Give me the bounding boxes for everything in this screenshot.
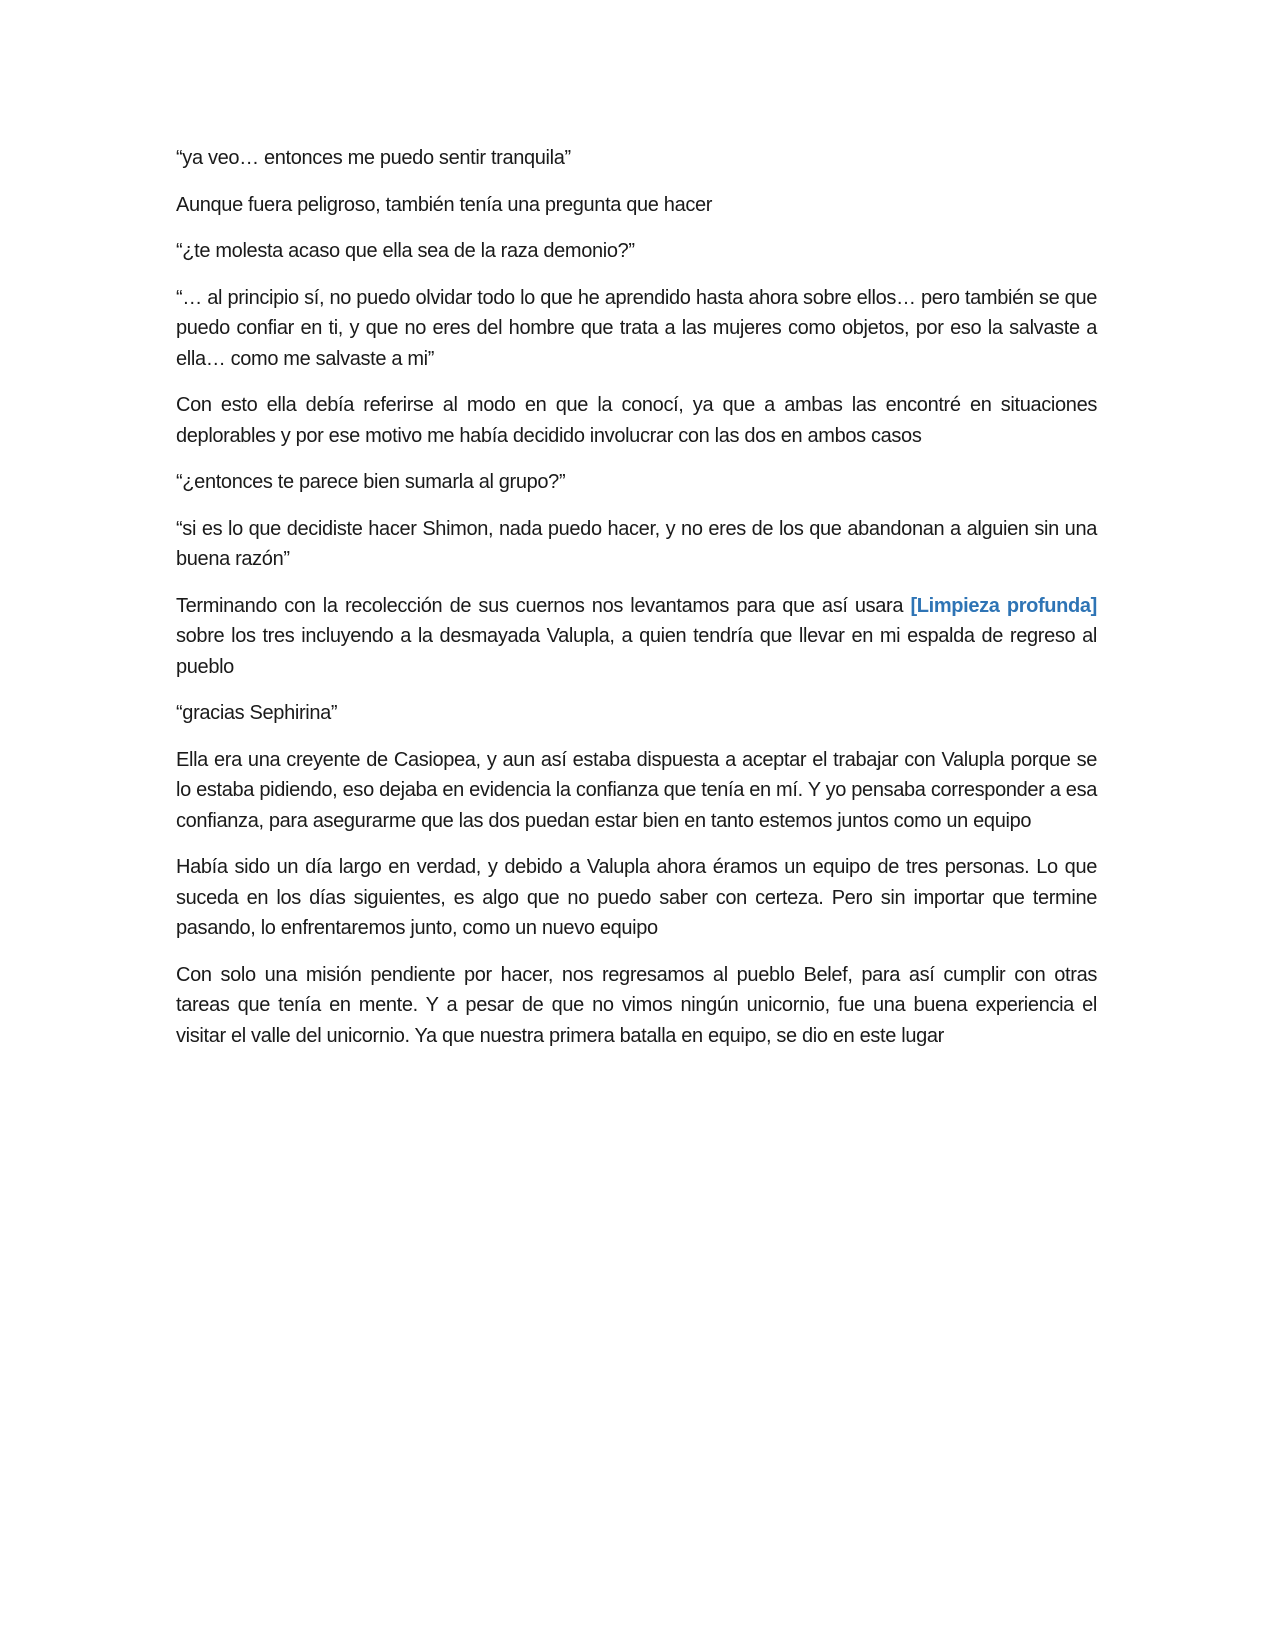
paragraph-narration-3: Ella era una creyente de Casiopea, y aun así estaba dispuesta a aceptar el trabajar con Valupla porque se lo estaba pidiendo, eso dejaba en evidencia la confianza que tenía en mí. Y yo pensaba corresponder a esa confianza, para asegurarme que las dos puedan estar bien en tanto estemos juntos como un equipo	[176, 748, 1097, 832]
skill-name-highlight: [Limpieza profunda]	[910, 594, 1097, 617]
paragraph-dialogue-2: “¿te molesta acaso que ella sea de la raza demonio?”	[176, 240, 635, 262]
text-before-skill: Terminando con la recolección de sus cuernos nos levantamos para que así usara	[176, 594, 911, 617]
text-after-skill: sobre los tres incluyendo a la desmayada Valupla, a quien tendría que llevar en mi espalda de regreso al pueblo	[176, 625, 1097, 678]
paragraph-narration-skill	[176, 591, 1097, 683]
paragraph-narration-5: Con solo una misión pendiente por hacer, nos regresamos al pueblo Belef, para así cumplir con otras tareas que tenía en mente. Y a pesar de que no vimos ningún unicornio, fue una buena experiencia el visitar el valle del unicornio. Ya que nuestra primera batalla en equipo, se dio en este lugar	[176, 963, 1097, 1047]
document-page	[176, 143, 1097, 1067]
paragraph-dialogue-4: “¿entonces te parece bien sumarla al grupo?”	[176, 471, 566, 493]
paragraph-dialogue-1: “ya veo… entonces me puedo sentir tranquila”	[176, 147, 571, 169]
paragraph-dialogue-6: “gracias Sephirina”	[176, 702, 338, 724]
paragraph-dialogue-5: “si es lo que decidiste hacer Shimon, nada puedo hacer, y no eres de los que abandonan a alguien sin una buena razón”	[176, 517, 1097, 570]
paragraph-narration-2: Con esto ella debía referirse al modo en que la conocí, ya que a ambas las encontré en situaciones deplorables y por ese motivo me había decidido involucrar con las dos en ambos casos	[176, 394, 1097, 447]
paragraph-narration-1: Aunque fuera peligroso, también tenía una pregunta que hacer	[176, 193, 713, 216]
paragraph-dialogue-3: “… al principio sí, no puedo olvidar todo lo que he aprendido hasta ahora sobre ellos… pero también se que puedo confiar en ti, y que no eres del hombre que trata a las mujeres como objetos, por eso la salvaste a ella… como me salvaste a mi”	[176, 286, 1097, 370]
paragraph-narration-4: Había sido un día largo en verdad, y debido a Valupla ahora éramos un equipo de tres personas. Lo que suceda en los días siguientes, es algo que no puedo saber con certeza. Pero sin importar que termine pasando, lo enfrentaremos junto, como un nuevo equipo	[176, 856, 1097, 939]
